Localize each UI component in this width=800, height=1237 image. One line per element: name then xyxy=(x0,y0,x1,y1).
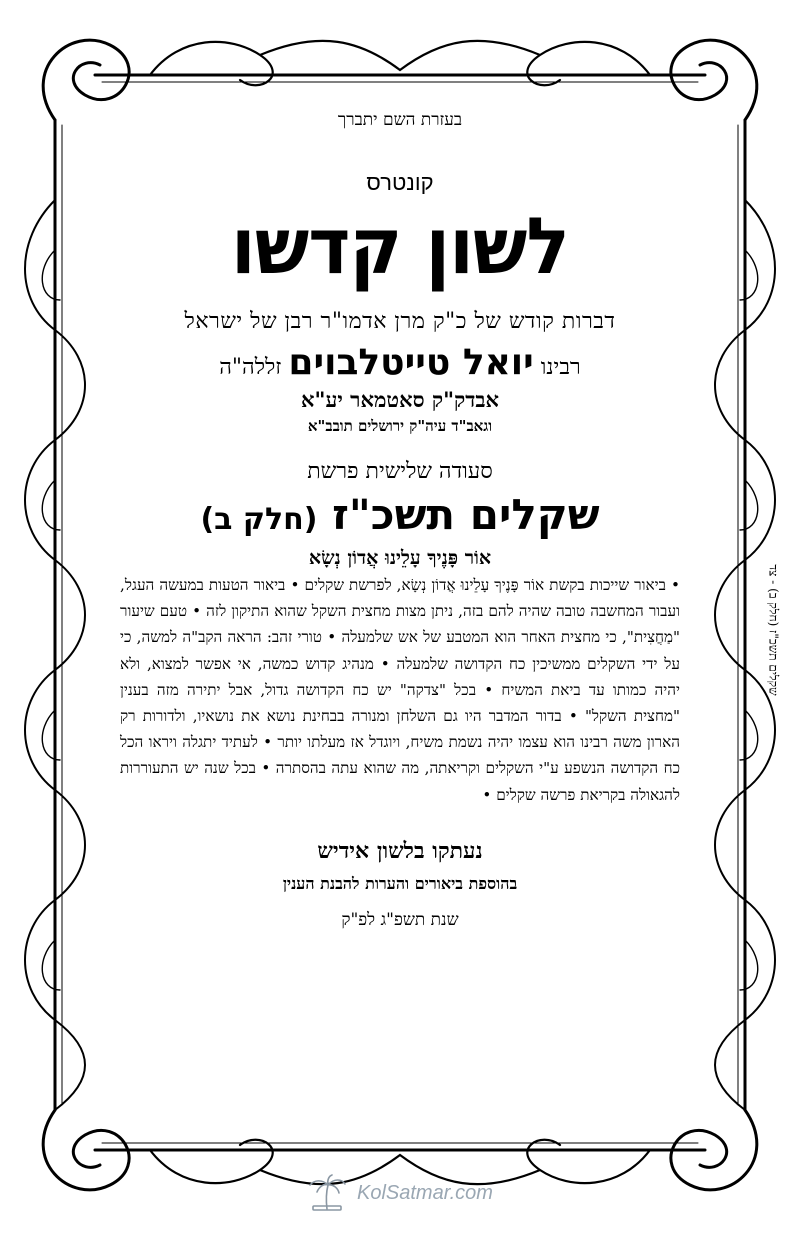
side-page-note: שקלים תשכ"ז (חלק ב) - צד xyxy=(766,564,781,696)
watermark-text: KolSatmar.com xyxy=(357,1181,493,1204)
rabbi-name-line xyxy=(118,342,682,383)
topics-summary: • ביאור שייכות בקשת אוֹר פָּנֶיךָ עָלֵינוּ אֲדוֹן נְשָׂא, לפרשת שקלים • ביאור הטעות במעשה העגל, ועבור המחשבה טובה שהיה להם בזה, ניתן מצות מחצית השקל שהוא התיקון לזה • טעם שיעור "מַחֲצִית", כי מחצית האחר הוא המטבע של אש שלמעלה • טורי זהב: הראה הקב"ה למשה, כי על ידי השקלים ממשיכין כח הקדושה שלמעלה • מנהיג קדוש כמשה, אי אפשר למצוא, ולא יהיה כמותו עד ביאת המשיח • בכל "צדקה" יש כח הקדושה גדול, אבל יתירה מזה בענין "מחצית השקל" • בדור המדבר היו גם השלחן ומנורה בבחינת נושא את נושאיו, ולדורות רק הארון משה רבינו הוא עצמו יהיה נשמת משיח, ויוגדל אז מעלתו יותר • לעתיד יתגלה ויראו הכל כח הקדושה הנשפע ע"י השקלים וקריאתה, מה שהוא עתה בהסתרה • בכל שנה יש התעוררות להגאולה בקריאת פרשה שקלים • xyxy=(120,576,680,804)
rabbi-subtitle-line: וגאב"ד עיה"ק ירושלים תובב"א xyxy=(307,417,493,435)
page-title: לשון קדשו xyxy=(231,202,569,292)
blessing-line: בעזרת השם יתברך xyxy=(337,110,463,130)
parsha-name: שקלים תשכ"ז xyxy=(332,490,600,539)
rabbi-title-line: אבדק"ק סאטמאר יע"א xyxy=(301,387,499,412)
part-label: (חלק ב) xyxy=(200,502,318,537)
attribution-line: דברות קודש של כ"ק מרן אדמו"ר רבן של ישראל xyxy=(184,309,616,334)
translation-note: נעתקו בלשון אידיש xyxy=(317,837,483,864)
rabbi-name: יואל טייטלבוים xyxy=(288,342,534,383)
year-line: שנת תשפ"ג לפ"ק xyxy=(341,909,459,930)
additions-note: בהוספת ביאורים והערות להבנת הענין xyxy=(282,873,518,893)
verse-heading: אוֹר פָּנֶיךָ עָלֵינוּ אֲדוֹן נְשָׂא xyxy=(308,547,492,569)
title-page-content xyxy=(118,100,682,930)
rabbi-suffix: זללה"ה xyxy=(219,355,282,380)
booklet-label: קונטרס xyxy=(366,170,434,195)
parsha-title xyxy=(118,490,682,539)
occasion-line: סעודה שלישית פרשת xyxy=(307,459,493,484)
palm-tree-icon xyxy=(305,1173,349,1213)
rabbi-prefix: רבינו xyxy=(540,355,581,380)
watermark xyxy=(305,1173,505,1213)
